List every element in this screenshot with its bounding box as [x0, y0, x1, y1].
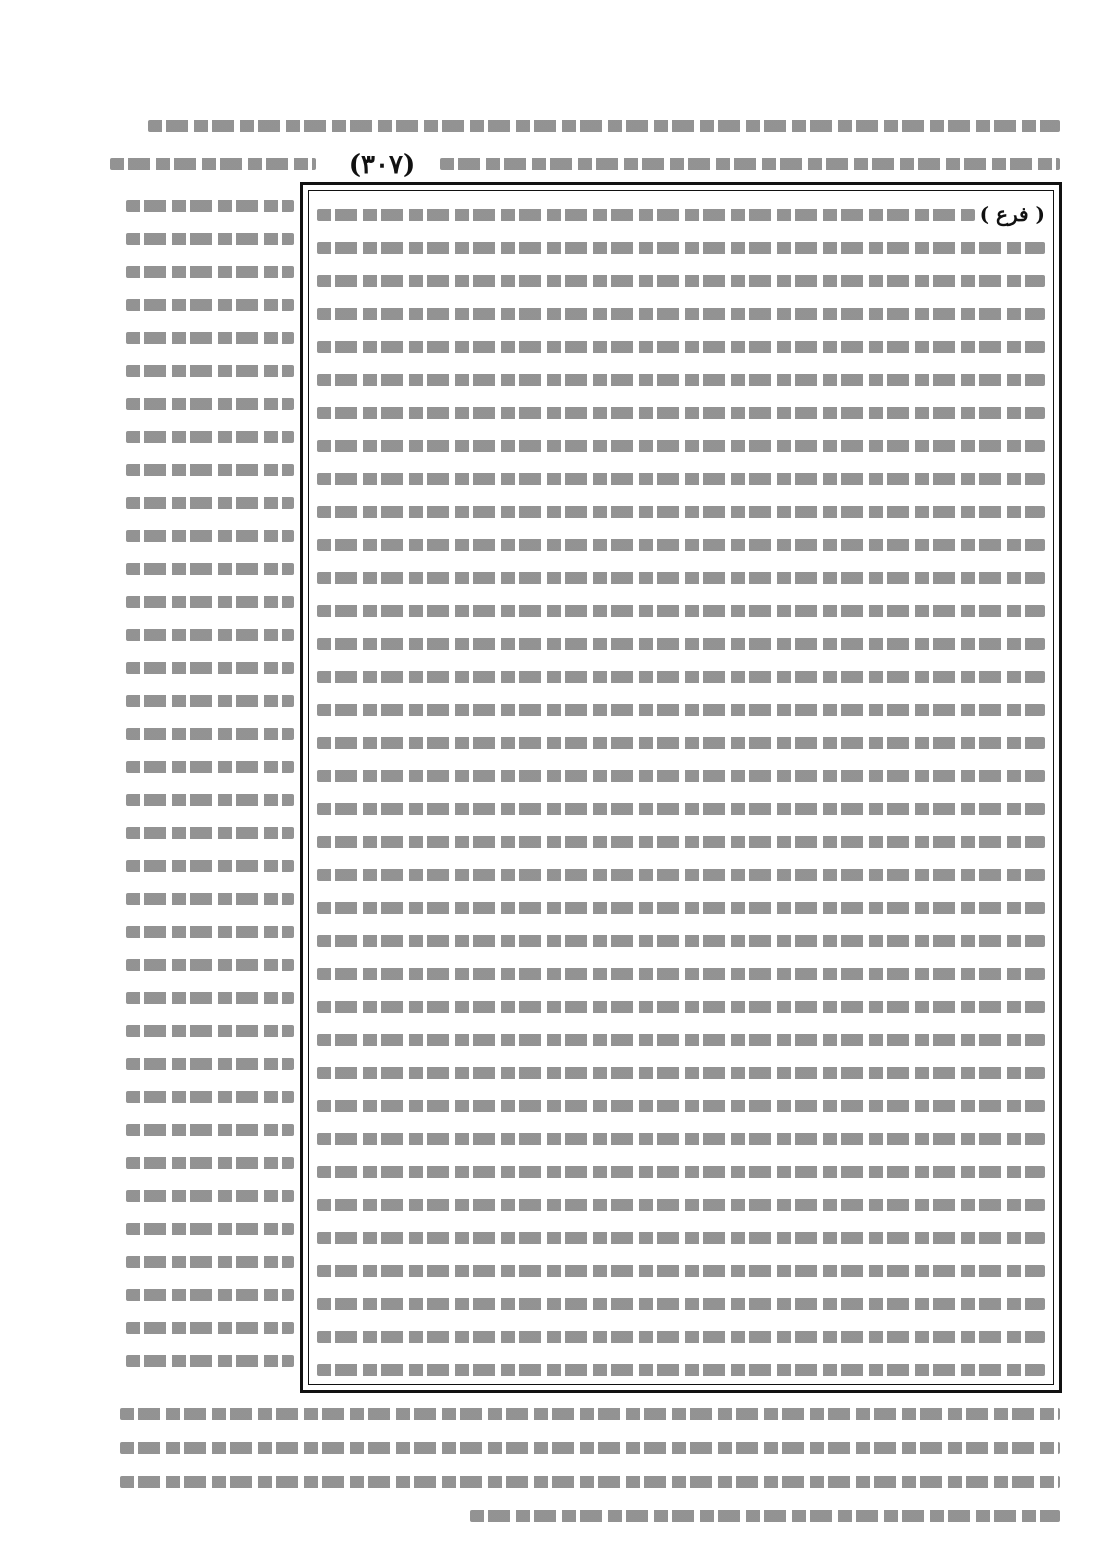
unreadable-text-bar: [126, 893, 294, 905]
text-line: [126, 1246, 294, 1278]
unreadable-text-bar: [126, 332, 294, 344]
text-line: [126, 883, 294, 915]
unreadable-text-bar: [126, 1124, 294, 1136]
text-line: [126, 751, 294, 783]
text-line: [317, 727, 1045, 759]
text-line: [317, 595, 1045, 627]
text-line: [126, 1015, 294, 1047]
unreadable-text-bar: [317, 1364, 1045, 1376]
text-line: [317, 232, 1045, 264]
text-line: [126, 355, 294, 387]
unreadable-text-bar: [126, 530, 294, 542]
text-line: [317, 364, 1045, 396]
unreadable-text-bar: [317, 1034, 1045, 1046]
text-line: [317, 793, 1045, 825]
text-line: [126, 322, 294, 354]
unreadable-text-bar: [317, 704, 1045, 716]
text-line: [317, 298, 1045, 330]
unreadable-text-bar: [317, 407, 1045, 419]
text-line: [126, 1147, 294, 1179]
unreadable-text-bar: [317, 737, 1045, 749]
text-line: [317, 628, 1045, 660]
footer-line: [120, 1466, 1060, 1498]
unreadable-text-bar: [126, 563, 294, 575]
unreadable-text-bar: [317, 341, 1045, 353]
unreadable-text-bar: [120, 1476, 1060, 1488]
unreadable-text-bar: [148, 120, 1060, 132]
unreadable-text-bar: [126, 1025, 294, 1037]
text-line: [126, 916, 294, 948]
unreadable-text-bar: [317, 506, 1045, 518]
opening-label: ( فرع ): [979, 202, 1045, 226]
unreadable-text-bar: [317, 1265, 1045, 1277]
unreadable-text-bar: [120, 1408, 1060, 1420]
text-line: [317, 265, 1045, 297]
unreadable-text-bar: [317, 1232, 1045, 1244]
text-line: [317, 661, 1045, 693]
unreadable-text-bar: [126, 728, 294, 740]
text-line: [317, 1090, 1045, 1122]
text-line: [126, 1081, 294, 1113]
text-line: [317, 1288, 1045, 1320]
text-line: [126, 289, 294, 321]
unreadable-text-bar: [317, 209, 975, 221]
unreadable-text-bar: [317, 803, 1045, 815]
unreadable-text-bar: [317, 1331, 1045, 1343]
unreadable-text-bar: [126, 662, 294, 674]
unreadable-text-bar: [126, 464, 294, 476]
unreadable-text-bar: [317, 275, 1045, 287]
text-line: [126, 817, 294, 849]
unreadable-text-bar: [126, 233, 294, 245]
unreadable-text-bar: [126, 1157, 294, 1169]
unreadable-text-bar: [126, 1256, 294, 1268]
unreadable-text-bar: [317, 1067, 1045, 1079]
unreadable-text-bar: [126, 794, 294, 806]
unreadable-text-bar: [126, 926, 294, 938]
unreadable-text-bar: [126, 431, 294, 443]
unreadable-text-bar: [317, 1298, 1045, 1310]
footer-line: [470, 1500, 1060, 1532]
unreadable-text-bar: [126, 1190, 294, 1202]
header-line: [440, 148, 1060, 180]
commentary-frame: [300, 182, 1062, 1393]
unreadable-text-bar: [126, 1289, 294, 1301]
text-line: [317, 925, 1045, 957]
text-line: [126, 553, 294, 585]
unreadable-text-bar: [126, 827, 294, 839]
unreadable-text-bar: [317, 869, 1045, 881]
unreadable-text-bar: [110, 158, 316, 170]
text-line: [126, 949, 294, 981]
text-line: [317, 760, 1045, 792]
unreadable-text-bar: [317, 968, 1045, 980]
text-line: [126, 619, 294, 651]
text-line: [126, 190, 294, 222]
text-line: [317, 529, 1045, 561]
text-line: [317, 1057, 1045, 1089]
text-line: [317, 859, 1045, 891]
unreadable-text-bar: [126, 497, 294, 509]
text-line: [317, 958, 1045, 990]
unreadable-text-bar: [317, 308, 1045, 320]
unreadable-text-bar: [470, 1510, 1060, 1522]
text-line: [317, 496, 1045, 528]
text-line: [126, 784, 294, 816]
unreadable-text-bar: [126, 1355, 294, 1367]
text-line: [126, 223, 294, 255]
unreadable-text-bar: [317, 473, 1045, 485]
text-line: [317, 991, 1045, 1023]
text-line: [126, 685, 294, 717]
text-line: [126, 1048, 294, 1080]
footer-line: [120, 1398, 1060, 1430]
unreadable-text-bar: [317, 374, 1045, 386]
text-line: [126, 487, 294, 519]
unreadable-text-bar: [317, 605, 1045, 617]
unreadable-text-bar: [126, 398, 294, 410]
text-line: [126, 586, 294, 618]
text-line: [317, 892, 1045, 924]
unreadable-text-bar: [317, 242, 1045, 254]
unreadable-text-bar: [126, 200, 294, 212]
unreadable-text-bar: [126, 992, 294, 1004]
text-line: [317, 1024, 1045, 1056]
unreadable-text-bar: [126, 629, 294, 641]
unreadable-text-bar: [120, 1442, 1060, 1454]
text-line: [126, 718, 294, 750]
text-line: [126, 1213, 294, 1245]
text-line: [317, 1255, 1045, 1287]
margin-notes-column: [126, 190, 298, 1390]
unreadable-text-bar: [126, 761, 294, 773]
unreadable-text-bar: [317, 572, 1045, 584]
unreadable-text-bar: [126, 1322, 294, 1334]
text-line: [126, 388, 294, 420]
text-line: [126, 850, 294, 882]
text-line: [317, 694, 1045, 726]
text-line: [317, 1123, 1045, 1155]
unreadable-text-bar: [317, 671, 1045, 683]
unreadable-text-bar: [317, 770, 1045, 782]
unreadable-text-bar: [440, 158, 1060, 170]
text-line: [317, 199, 1045, 231]
text-line: [317, 430, 1045, 462]
text-line: [126, 1180, 294, 1212]
text-line: [126, 1114, 294, 1146]
unreadable-text-bar: [126, 299, 294, 311]
text-line: [126, 1345, 294, 1377]
text-line: [317, 1222, 1045, 1254]
unreadable-text-bar: [317, 1100, 1045, 1112]
text-line: [126, 520, 294, 552]
text-line: [317, 826, 1045, 858]
text-line: [317, 1354, 1045, 1386]
text-line: [126, 652, 294, 684]
text-line: [317, 1156, 1045, 1188]
unreadable-text-bar: [126, 959, 294, 971]
header-line: [110, 148, 316, 180]
unreadable-text-bar: [126, 695, 294, 707]
unreadable-text-bar: [317, 1133, 1045, 1145]
footer-line: [120, 1432, 1060, 1464]
unreadable-text-bar: [126, 860, 294, 872]
text-line: [126, 982, 294, 1014]
unreadable-text-bar: [126, 596, 294, 608]
text-line: [126, 1279, 294, 1311]
unreadable-text-bar: [317, 1001, 1045, 1013]
text-line: [126, 421, 294, 453]
text-line: [317, 397, 1045, 429]
text-line: [317, 1189, 1045, 1221]
text-line: [126, 1312, 294, 1344]
text-line: [317, 463, 1045, 495]
unreadable-text-bar: [317, 440, 1045, 452]
text-line: [317, 1321, 1045, 1353]
page-number: (٣٠٧): [348, 150, 416, 180]
text-line: [126, 454, 294, 486]
unreadable-text-bar: [126, 365, 294, 377]
unreadable-text-bar: [317, 902, 1045, 914]
unreadable-text-bar: [126, 266, 294, 278]
unreadable-text-bar: [317, 935, 1045, 947]
unreadable-text-bar: [126, 1223, 294, 1235]
unreadable-text-bar: [126, 1091, 294, 1103]
text-line: [126, 256, 294, 288]
unreadable-text-bar: [317, 836, 1045, 848]
unreadable-text-bar: [317, 1199, 1045, 1211]
unreadable-text-bar: [317, 1166, 1045, 1178]
unreadable-text-bar: [126, 1058, 294, 1070]
unreadable-text-bar: [317, 638, 1045, 650]
text-line: [317, 562, 1045, 594]
unreadable-text-bar: [317, 539, 1045, 551]
text-line: [317, 331, 1045, 363]
header-line: [110, 110, 1060, 142]
